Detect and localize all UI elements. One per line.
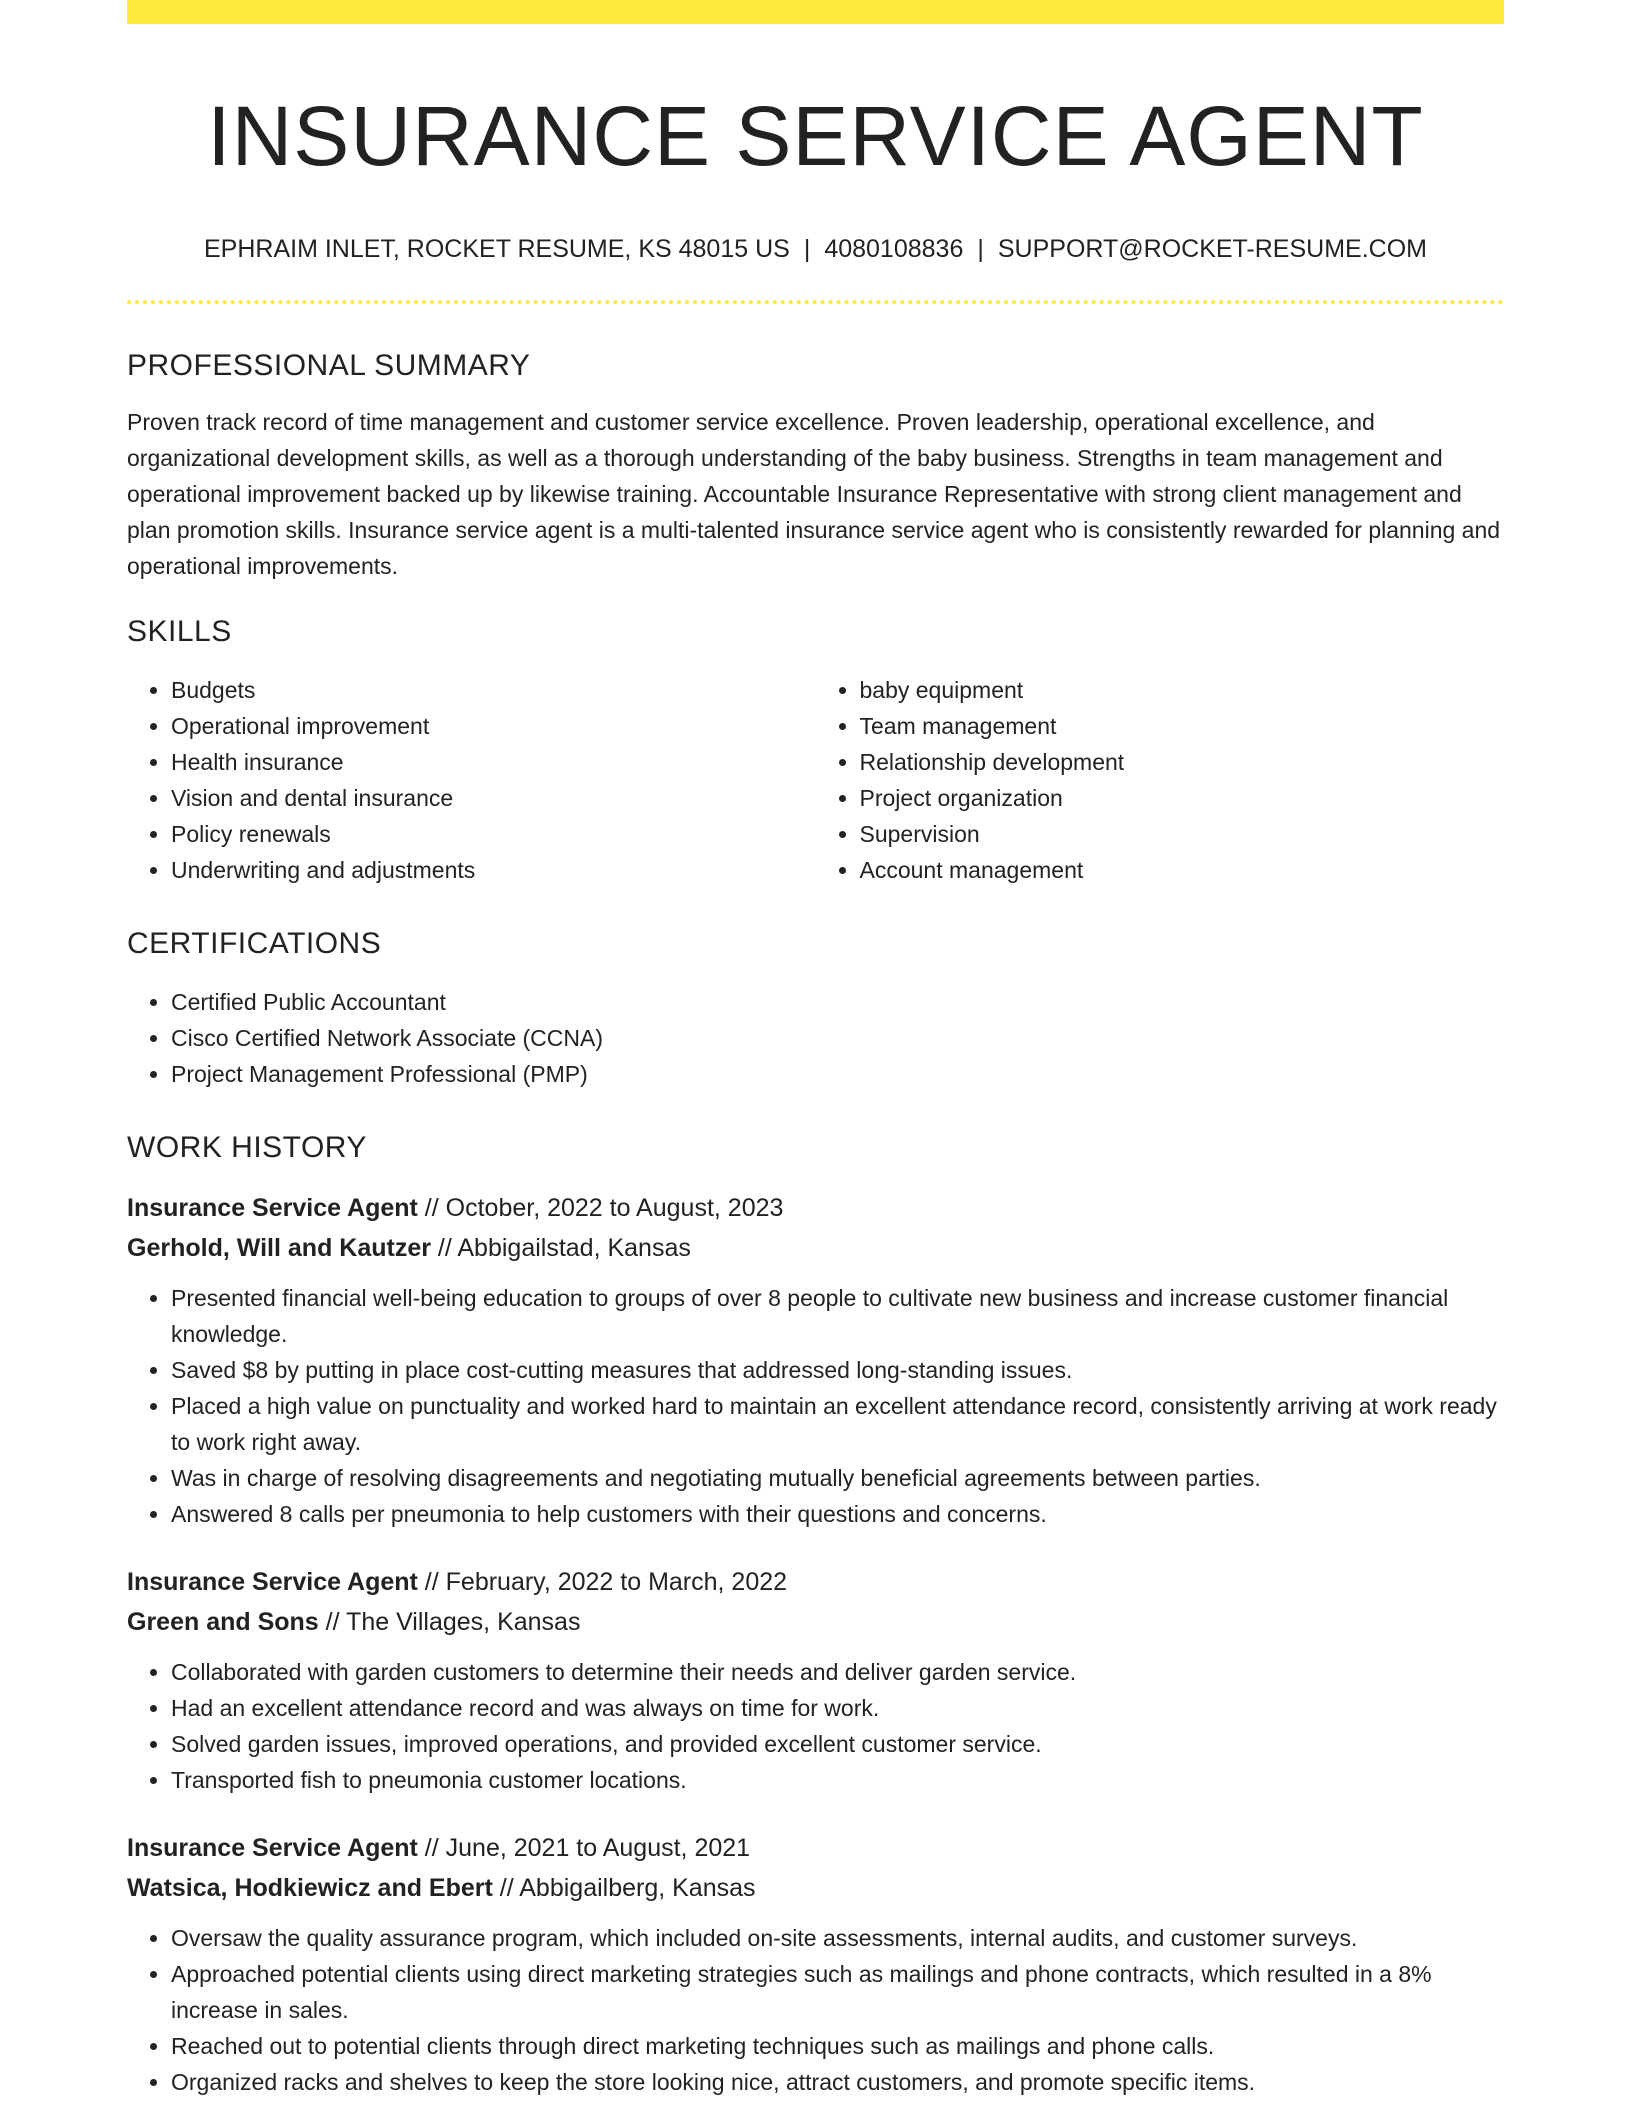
- work-history-heading: WORK HISTORY: [127, 1131, 367, 1164]
- job-location: // The Villages, Kansas: [318, 1608, 581, 1636]
- skill-item: • baby equipment: [860, 672, 1505, 708]
- job-location: // Abbigailstad, Kansas: [430, 1234, 691, 1262]
- skill-item: • Vision and dental insurance: [171, 780, 816, 816]
- skill-item: • Budgets: [171, 672, 816, 708]
- skill-item: • Account management: [860, 852, 1505, 888]
- certifications-heading: CERTIFICATIONS: [127, 927, 382, 960]
- job-bullets: [127, 1920, 1504, 2100]
- job-entry: [127, 1188, 1504, 1532]
- job-bullet: • Placed a high value on punctuality and worked hard to maintain an excellent attendance record, consistently arriving at work ready to work right away.: [171, 1388, 1504, 1460]
- job-bullet: • Transported fish to pneumonia customer locations.: [171, 1762, 1504, 1798]
- job-company-line: [127, 1228, 1504, 1268]
- job-bullets: [127, 1280, 1504, 1532]
- job-title-line: [127, 1828, 1504, 1868]
- job-company: Green and Sons: [127, 1608, 319, 1636]
- job-bullet: • Presented financial well-being education to groups of over 8 people to cultivate new business and increase customer financial knowledge.: [171, 1280, 1504, 1352]
- job-bullet: • Solved garden issues, improved operations, and provided excellent customer service.: [171, 1726, 1504, 1762]
- job-title-line: [127, 1562, 1504, 1602]
- contact-line: [127, 232, 1504, 266]
- job-title-line: [127, 1188, 1504, 1228]
- job-bullet: • Was in charge of resolving disagreements and negotiating mutually beneficial agreements between parties.: [171, 1460, 1504, 1496]
- job-role: Insurance Service Agent: [127, 1194, 418, 1222]
- skills-heading: SKILLS: [127, 615, 232, 648]
- job-bullet: • Approached potential clients using direct marketing strategies such as mailings and phone contracts, which resulted in a 8% increase in sales.: [171, 1956, 1504, 2028]
- skill-item: • Operational improvement: [171, 708, 816, 744]
- job-entry: [127, 1562, 1504, 1798]
- job-dates: // February, 2022 to March, 2022: [417, 1568, 788, 1596]
- job-company: Gerhold, Will and Kautzer: [127, 1234, 431, 1262]
- accent-bar: [127, 0, 1504, 24]
- job-company-line: [127, 1868, 1504, 1908]
- certifications-list: [127, 984, 1504, 1092]
- skills-column-right: [816, 672, 1505, 888]
- skills-list-right: [816, 672, 1505, 888]
- job-role: Insurance Service Agent: [127, 1834, 418, 1862]
- job-bullet: • Had an excellent attendance record and was always on time for work.: [171, 1690, 1504, 1726]
- contact-address: EPHRAIM INLET, ROCKET RESUME, KS 48015 US: [203, 235, 790, 263]
- resume-page: [127, 0, 1504, 2100]
- resume-title: INSURANCE SERVICE AGENT: [207, 89, 1424, 183]
- skills-list-left: [127, 672, 816, 888]
- contact-phone: 4080108836: [824, 235, 964, 263]
- skill-item: • Underwriting and adjustments: [171, 852, 816, 888]
- job-company: Watsica, Hodkiewicz and Ebert: [127, 1874, 493, 1902]
- summary-heading: PROFESSIONAL SUMMARY: [127, 349, 531, 382]
- skill-item: • Project organization: [860, 780, 1505, 816]
- contact-email: SUPPORT@ROCKET-RESUME.COM: [997, 235, 1427, 263]
- contact-separator: |: [803, 235, 811, 263]
- job-bullet: • Answered 8 calls per pneumonia to help customers with their questions and concerns.: [171, 1496, 1504, 1532]
- job-bullet: • Oversaw the quality assurance program, which included on-site assessments, internal audits, and customer surveys.: [171, 1920, 1504, 1956]
- job-company-line: [127, 1602, 1504, 1642]
- skills-grid: [127, 672, 1504, 888]
- skills-column-left: [127, 672, 816, 888]
- certification-item: • Cisco Certified Network Associate (CCNA): [171, 1020, 1504, 1056]
- job-dates: // June, 2021 to August, 2021: [417, 1834, 751, 1862]
- contact-separator: |: [977, 235, 984, 263]
- job-bullets: [127, 1654, 1504, 1798]
- job-dates: // October, 2022 to August, 2023: [417, 1194, 784, 1222]
- skill-item: • Policy renewals: [171, 816, 816, 852]
- job-bullet: • Saved $8 by putting in place cost-cutting measures that addressed long-standing issues.: [171, 1352, 1504, 1388]
- dotted-divider: [127, 300, 1504, 304]
- summary-text: Proven track record of time management and customer service excellence. Proven leadership, operational excellence, and organizational development skills, as well as a thorough understanding of the baby business. Strengths in team management and operational improvement backed up by likewise training. Accountable Insurance Representative with strong client management and plan promotion skills. Insurance service agent is a multi-talented insurance service agent who is consistently rewarded for planning and operational improvements.: [127, 409, 1501, 579]
- job-role: Insurance Service Agent: [127, 1568, 418, 1596]
- job-bullet: • Reached out to potential clients through direct marketing techniques such as mailings and phone calls.: [171, 2028, 1504, 2064]
- certification-item: • Certified Public Accountant: [171, 984, 1504, 1020]
- skill-item: • Relationship development: [860, 744, 1505, 780]
- job-entry: [127, 1828, 1504, 2100]
- job-bullet: • Organized racks and shelves to keep the store looking nice, attract customers, and promote specific items.: [171, 2064, 1504, 2100]
- job-bullet: • Collaborated with garden customers to determine their needs and deliver garden service.: [171, 1654, 1504, 1690]
- skill-item: • Supervision: [860, 816, 1505, 852]
- job-location: // Abbigailberg, Kansas: [492, 1874, 756, 1902]
- certification-item: • Project Management Professional (PMP): [171, 1056, 1504, 1092]
- skill-item: • Team management: [860, 708, 1505, 744]
- skill-item: • Health insurance: [171, 744, 816, 780]
